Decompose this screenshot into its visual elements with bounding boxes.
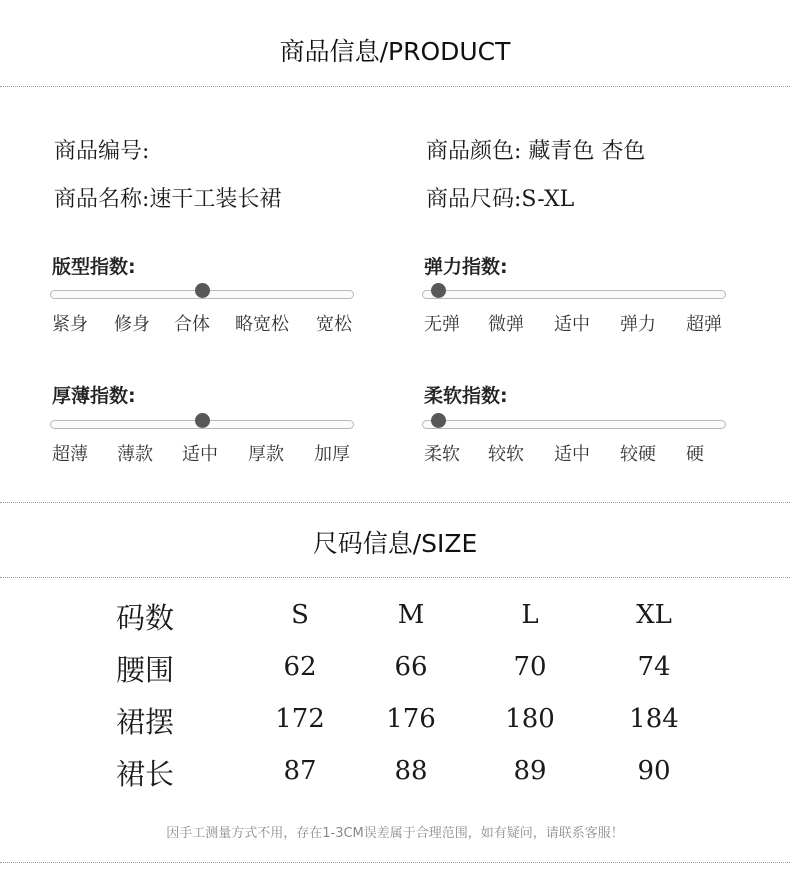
elasticity-scale-options bbox=[424, 310, 728, 336]
scale-option: 微弹 bbox=[488, 314, 524, 335]
table-cell: 184 bbox=[629, 704, 679, 734]
table-cell: 180 bbox=[505, 704, 555, 734]
product-size-value: S-XL bbox=[521, 187, 575, 212]
table-cell: 74 bbox=[637, 652, 671, 682]
section-divider bbox=[0, 502, 790, 503]
size-table-header: S bbox=[291, 600, 309, 630]
product-color-label: 商品颜色: bbox=[426, 139, 522, 164]
elasticity-scale-track bbox=[422, 290, 726, 299]
size-table bbox=[0, 596, 790, 796]
table-cell: 66 bbox=[394, 652, 428, 682]
table-cell: 62 bbox=[283, 652, 317, 682]
section-divider bbox=[0, 862, 790, 863]
table-row-label: 裙摆 bbox=[116, 705, 175, 739]
product-code-label: 商品编号: bbox=[54, 139, 150, 164]
fit-scale-options bbox=[52, 310, 356, 336]
softness-scale-label: 柔软指数: bbox=[424, 385, 508, 407]
product-section-title: 商品信息/PRODUCT bbox=[279, 37, 511, 66]
scale-option: 超薄 bbox=[52, 444, 88, 465]
elasticity-scale-slider bbox=[422, 287, 726, 303]
scale-option: 适中 bbox=[554, 444, 590, 465]
table-cell: 88 bbox=[394, 756, 428, 786]
scale-option: 紧身 bbox=[52, 314, 88, 335]
product-size bbox=[426, 182, 574, 213]
section-divider bbox=[0, 86, 790, 87]
thickness-scale-slider bbox=[50, 417, 354, 433]
softness-scale-options bbox=[424, 440, 728, 466]
scale-option: 厚款 bbox=[248, 444, 284, 465]
table-cell: 89 bbox=[513, 756, 547, 786]
scale-option: 较软 bbox=[488, 444, 524, 465]
scale-option: 薄款 bbox=[117, 444, 153, 465]
size-section-title: 尺码信息/SIZE bbox=[312, 529, 478, 558]
product-color bbox=[426, 134, 645, 165]
elasticity-scale-label: 弹力指数: bbox=[424, 256, 508, 278]
softness-scale-slider bbox=[422, 417, 726, 433]
scale-option: 宽松 bbox=[316, 314, 352, 335]
scale-option: 柔软 bbox=[424, 444, 460, 465]
scale-option: 硬 bbox=[686, 444, 704, 465]
softness-scale-track bbox=[422, 420, 726, 429]
table-cell: 70 bbox=[513, 652, 547, 682]
thickness-scale-knob bbox=[195, 413, 210, 428]
size-table-header: M bbox=[397, 600, 425, 630]
scale-option: 适中 bbox=[554, 314, 590, 335]
table-row-label: 腰围 bbox=[116, 653, 175, 687]
scale-option: 超弹 bbox=[686, 314, 722, 335]
scale-option: 合体 bbox=[174, 314, 210, 335]
elasticity-scale-knob bbox=[431, 283, 446, 298]
thickness-scale-label: 厚薄指数: bbox=[52, 385, 136, 407]
scale-option: 无弹 bbox=[424, 314, 460, 335]
scale-option: 略宽松 bbox=[235, 314, 289, 335]
measurement-note: 因手工测量方式不用，存在1-3CM误差属于合理范围，如有疑问，请联系客服！ bbox=[166, 826, 624, 841]
scale-option: 修身 bbox=[114, 314, 150, 335]
softness-scale-knob bbox=[431, 413, 446, 428]
table-cell: 90 bbox=[637, 756, 671, 786]
size-table-header-label: 码数 bbox=[116, 601, 175, 635]
fit-scale-slider bbox=[50, 287, 354, 303]
product-code bbox=[54, 134, 149, 165]
fit-scale-knob bbox=[195, 283, 210, 298]
table-row-label: 裙长 bbox=[116, 757, 175, 791]
table-cell: 176 bbox=[386, 704, 436, 734]
section-divider bbox=[0, 577, 790, 578]
scale-option: 加厚 bbox=[314, 444, 350, 465]
table-cell: 87 bbox=[283, 756, 317, 786]
scale-option: 较硬 bbox=[620, 444, 656, 465]
size-table-header: XL bbox=[636, 600, 672, 630]
product-color-value: 藏青色 杏色 bbox=[528, 139, 646, 164]
product-name-label: 商品名称: bbox=[54, 187, 150, 212]
thickness-scale-options bbox=[52, 440, 356, 466]
scale-option: 弹力 bbox=[620, 314, 656, 335]
product-name-value: 速干工装长裙 bbox=[149, 187, 282, 212]
fit-scale-label: 版型指数: bbox=[52, 256, 136, 278]
size-table-header: L bbox=[521, 600, 539, 630]
product-name bbox=[54, 182, 281, 213]
table-cell: 172 bbox=[275, 704, 325, 734]
product-size-label: 商品尺码: bbox=[426, 187, 522, 212]
scale-option: 适中 bbox=[182, 444, 218, 465]
